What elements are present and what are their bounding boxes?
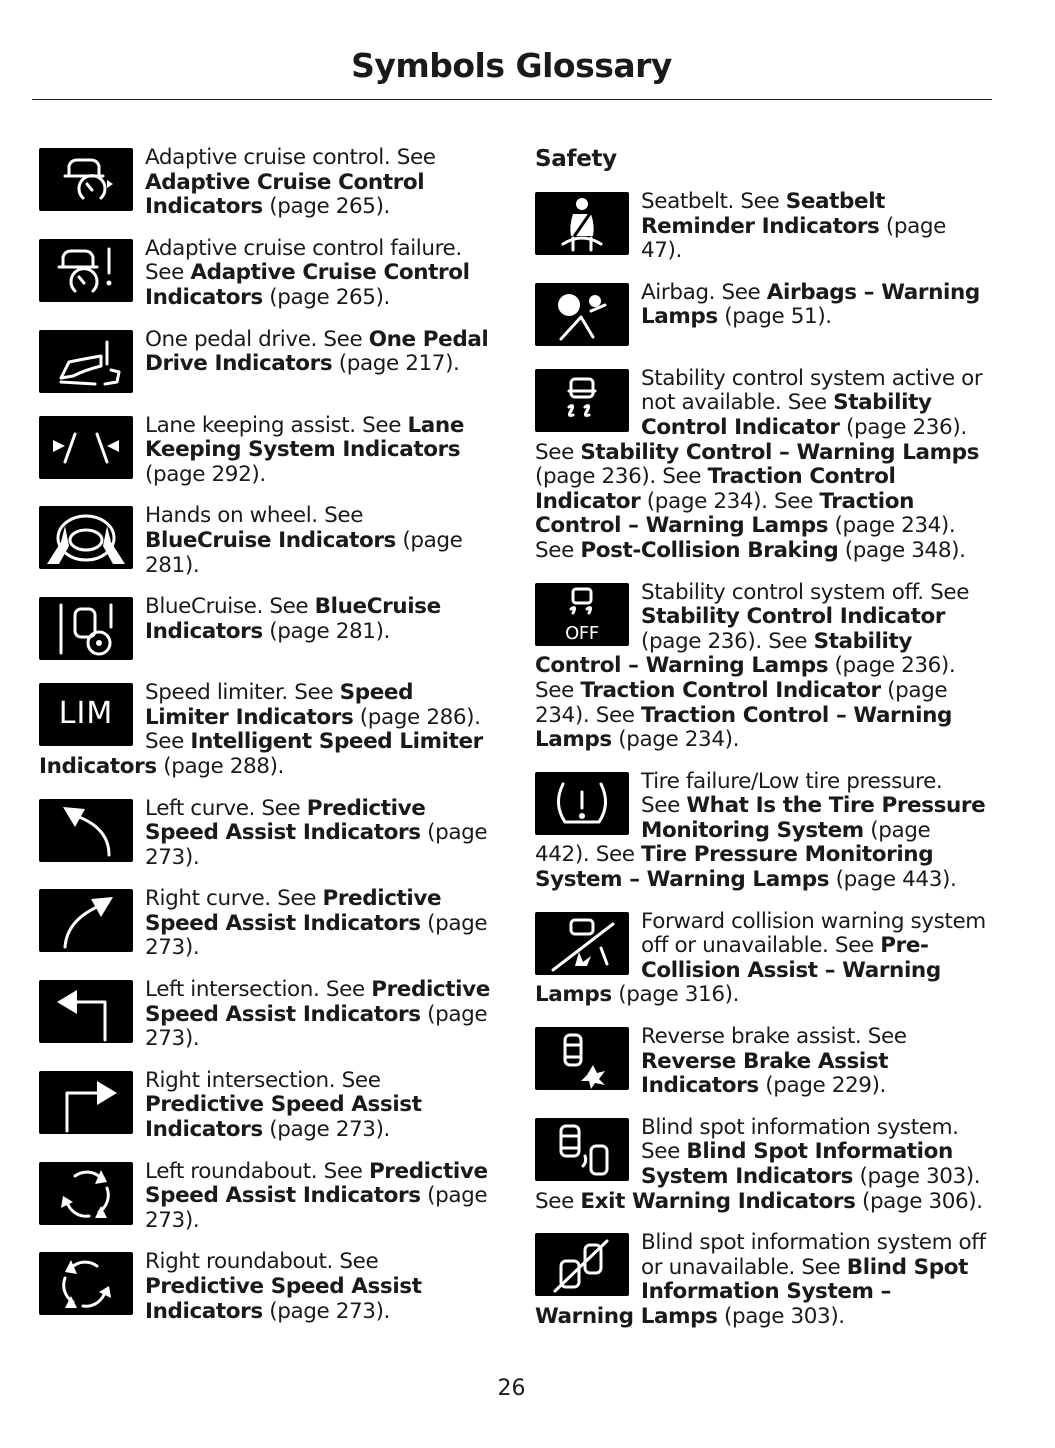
description-text: Left roundabout. See: [145, 1158, 369, 1184]
description-text: (page 273).: [145, 910, 488, 961]
glossary-entry: [39, 414, 491, 488]
description-text: (page 234). See: [640, 488, 820, 514]
safety-entries: [535, 190, 987, 1330]
cross-reference-link[interactable]: Reverse Brake Assist Indicators: [641, 1048, 889, 1099]
cross-reference-link[interactable]: BlueCruise Indicators: [145, 527, 396, 553]
description-text: Blind spot information system. See: [641, 1114, 959, 1165]
title-divider: [32, 99, 992, 100]
cross-reference-link[interactable]: One Pedal Drive Indicators: [145, 326, 489, 377]
glossary-entry: [39, 1069, 491, 1143]
cross-reference-link[interactable]: Predictive Speed Assist Indicators: [145, 1092, 422, 1143]
glossary-entry: [535, 1231, 987, 1329]
cross-reference-link[interactable]: Traction Control Indicator: [535, 464, 896, 514]
glossary-entry: [39, 797, 491, 871]
cross-reference-link[interactable]: Airbags – Warning Lamps: [641, 279, 980, 330]
description-text: Right curve. See: [145, 886, 323, 912]
left-column: [39, 146, 491, 1341]
cross-reference-link[interactable]: Exit Warning Indicators: [580, 1188, 856, 1214]
left-curve-icon: [39, 799, 133, 862]
description-text: (page 236). See: [535, 464, 708, 490]
description-text: Speed limiter. See: [145, 680, 340, 706]
description-text: (page 303). See: [535, 1164, 981, 1214]
right-roundabout-icon: [39, 1252, 133, 1315]
glossary-entry: [535, 581, 987, 753]
description-text: (page 234). See: [535, 513, 956, 563]
description-text: Adaptive cruise control. See: [145, 145, 436, 170]
cross-reference-link[interactable]: Blind Spot Information System – Warning Lamps: [535, 1254, 968, 1329]
glossary-entry: [39, 237, 491, 311]
cross-reference-link[interactable]: Intelligent Speed Limiter Indicators: [39, 729, 483, 779]
cross-reference-link[interactable]: Predictive Speed Assist Indicators: [145, 1158, 488, 1209]
cross-reference-link[interactable]: Adaptive Cruise Control Indicators: [145, 260, 470, 310]
speed-limiter-icon: [39, 683, 133, 746]
reverse-brake-assist-icon: [535, 1027, 629, 1090]
hands-on-wheel-icon: [39, 506, 133, 569]
description-text: Right roundabout. See: [145, 1249, 379, 1275]
glossary-entry: [535, 770, 987, 893]
cross-reference-link[interactable]: Tire Pressure Monitoring System – Warning Lamps: [535, 842, 934, 893]
description-text: (page 236). See: [535, 653, 956, 703]
cross-reference-link[interactable]: Stability Control Indicator: [641, 604, 946, 630]
glossary-entry: [535, 367, 987, 564]
description-text: (page 273).: [262, 1298, 390, 1324]
description-text: Reverse brake assist. See: [641, 1024, 907, 1050]
right-curve-icon: [39, 889, 133, 952]
cross-reference-link[interactable]: Seatbelt Reminder Indicators: [641, 189, 886, 239]
cross-reference-link[interactable]: Lane Keeping System Indicators: [145, 412, 464, 463]
glossary-entry: [535, 1025, 987, 1099]
stability-control-icon: [535, 369, 629, 432]
lim-label: LIM: [58, 696, 114, 732]
description-text: (page 265).: [262, 194, 390, 220]
glossary-entry: [39, 146, 491, 220]
description-text: (page 217).: [332, 351, 460, 377]
description-text: Stability control system off. See: [641, 579, 970, 605]
cross-reference-link[interactable]: Stability Control Indicator: [641, 390, 932, 440]
forward-collision-off-icon: [535, 912, 629, 975]
cross-reference-link[interactable]: What Is the Tire Pressure Monitoring System: [641, 793, 986, 843]
description-text: (page 47).: [641, 213, 946, 264]
description-text: (page 286). See: [145, 704, 481, 755]
description-text: (page 316).: [611, 982, 740, 1008]
cross-reference-link[interactable]: BlueCruise Indicators: [145, 594, 441, 644]
description-text: (page 51).: [717, 304, 832, 330]
description-text: (page 281).: [262, 618, 390, 644]
cross-reference-link[interactable]: Blind Spot Information System Indicators: [641, 1139, 953, 1189]
page-title: Symbols Glossary: [351, 46, 672, 85]
glossary-entry: [39, 504, 491, 578]
description-text: (page 288).: [156, 753, 284, 779]
description-text: (page 236). See: [641, 628, 814, 654]
description-text: (page 442). See: [535, 817, 931, 868]
cross-reference-link[interactable]: Pre-Collision Assist – Warning Lamps: [535, 933, 941, 1008]
description-text: Right intersection. See: [145, 1067, 381, 1093]
description-text: (page 281).: [145, 527, 463, 578]
description-text: (page 443).: [829, 867, 957, 893]
right-intersection-icon: [39, 1071, 133, 1134]
description-text: (page 348).: [838, 537, 966, 563]
airbag-icon: [535, 283, 629, 346]
adaptive-cruise-control-icon: [39, 148, 133, 211]
description-text: (page 236). See: [535, 414, 967, 465]
description-text: Blind spot information system off or unavailable. See: [641, 1230, 986, 1280]
page-number: 26: [497, 1376, 526, 1401]
glossary-entry: [39, 328, 491, 397]
glossary-entry: [535, 190, 987, 264]
glossary-entry: [39, 887, 491, 961]
glossary-entry: [39, 978, 491, 1052]
glossary-entry: [535, 1116, 987, 1214]
blind-spot-icon: [535, 1118, 629, 1181]
cross-reference-link[interactable]: Predictive Speed Assist Indicators: [145, 1274, 422, 1324]
glossary-entry: [535, 281, 987, 350]
blind-spot-off-icon: [535, 1233, 629, 1296]
description-text: BlueCruise. See: [145, 594, 315, 620]
cross-reference-link[interactable]: Traction Control – Warning Lamps: [535, 702, 953, 753]
description-text: Lane keeping assist. See: [145, 412, 408, 438]
cross-reference-link[interactable]: Traction Control Indicator: [580, 677, 881, 703]
description-text: (page 273).: [145, 820, 488, 870]
description-text: (page 265).: [262, 284, 390, 310]
bluecruise-icon: [39, 597, 133, 660]
description-text: (page 306).: [855, 1188, 983, 1214]
cross-reference-link[interactable]: Predictive Speed Assist Indicators: [145, 977, 490, 1027]
left-intersection-icon: [39, 980, 133, 1043]
description-text: (page 234).: [611, 727, 740, 753]
right-column: [535, 146, 987, 1347]
description-text: (page 273).: [145, 1183, 488, 1233]
description-text: Left intersection. See: [145, 977, 372, 1003]
section-title-safety: Safety: [535, 146, 617, 172]
description-text: Stability control system active or not available. See: [641, 365, 983, 416]
description-text: One pedal drive. See: [145, 326, 369, 352]
description-text: (page 292).: [145, 461, 266, 487]
glossary-entry: [39, 681, 491, 779]
description-text: (page 273).: [262, 1117, 390, 1143]
one-pedal-drive-icon: [39, 330, 133, 393]
cross-reference-link[interactable]: Stability Control – Warning Lamps: [580, 439, 980, 465]
description-text: Forward collision warning system off or unavailable. See: [641, 908, 986, 959]
seatbelt-icon: [535, 192, 629, 255]
description-text: Hands on wheel. See: [145, 503, 364, 529]
description-text: Left curve. See: [145, 795, 307, 821]
description-text: Adaptive cruise control failure. See: [145, 235, 462, 286]
stability-control-off-icon: [535, 583, 629, 646]
description-text: Tire failure/Low tire pressure. See: [641, 768, 943, 819]
cross-reference-link[interactable]: Predictive Speed Assist Indicators: [145, 886, 442, 936]
glossary-entry: [39, 1160, 491, 1234]
glossary-entry: [535, 910, 987, 1008]
glossary-entry: [39, 1250, 491, 1324]
description-text: Seatbelt. See: [641, 189, 786, 214]
description-text: (page 229).: [758, 1073, 886, 1099]
cross-reference-link[interactable]: Stability Control – Warning Lamps: [535, 628, 913, 679]
tire-pressure-icon: [535, 772, 629, 835]
description-text: (page 273).: [145, 1001, 488, 1052]
lane-keeping-icon: [39, 416, 133, 479]
description-text: Airbag. See: [641, 279, 767, 305]
glossary-entry: [39, 595, 491, 664]
cross-reference-link[interactable]: Predictive Speed Assist Indicators: [145, 795, 426, 846]
description-text: (page 303).: [717, 1303, 845, 1329]
cross-reference-link[interactable]: Speed Limiter Indicators: [145, 680, 414, 730]
description-text: (page 234). See: [535, 677, 948, 728]
cross-reference-link[interactable]: Traction Control – Warning Lamps: [535, 488, 915, 539]
adaptive-cruise-failure-icon: [39, 239, 133, 302]
svg-text:OFF: OFF: [565, 622, 599, 644]
left-roundabout-icon: [39, 1162, 133, 1225]
cross-reference-link[interactable]: Post-Collision Braking: [580, 537, 839, 563]
cross-reference-link[interactable]: Adaptive Cruise Control Indicators: [145, 169, 425, 220]
